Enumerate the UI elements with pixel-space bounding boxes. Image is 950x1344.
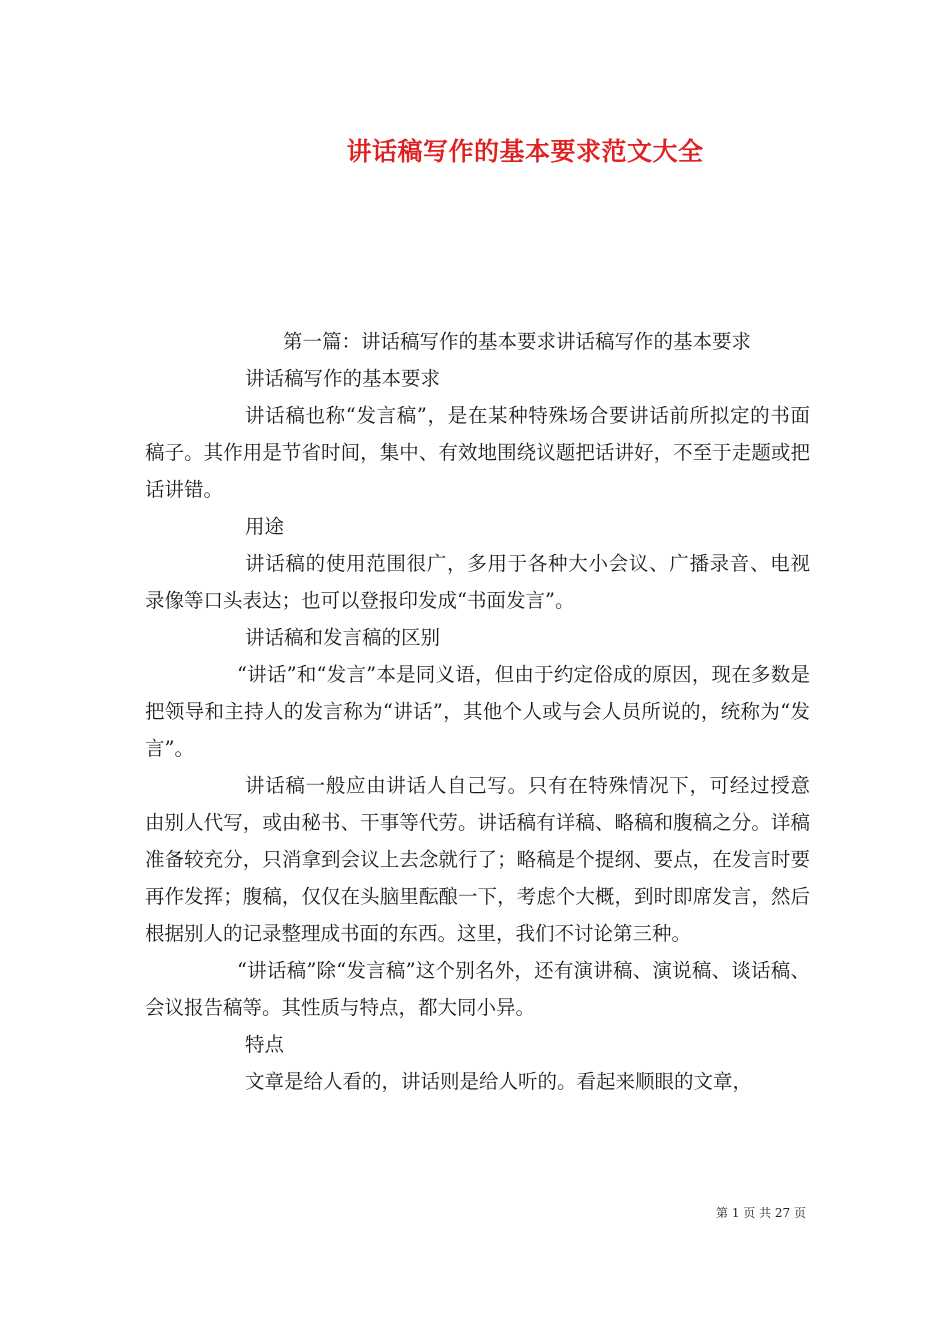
paragraph-definition: 讲话稿也称“发言稿”，是在某种特殊场合要讲话前所拟定的书面稿子。其作用是节省时间，集中、有效地围绕议题把话讲好，不至于走题或把话讲错。 (145, 404, 810, 501)
paragraph-heading-features: 特点 (245, 1033, 285, 1056)
document-title: 讲话稿写作的基本要求范文大全 (346, 137, 704, 166)
paragraph-chapter-heading: 第一篇：讲话稿写作的基本要求讲话稿写作的基本要求 (283, 330, 752, 353)
paragraph-usage: 讲话稿的使用范围很广，多用于各种大小会议、广播录音、电视录像等口头表达；也可以登报印发成“书面发言”。 (145, 552, 810, 612)
paragraph-features: 文章是给人看的，讲话则是给人听的。看起来顺眼的文章， (245, 1070, 753, 1093)
paragraph-section-heading: 讲话稿写作的基本要求 (245, 367, 441, 390)
paragraph-difference: “讲话”和“发言”本是同义语，但由于约定俗成的原因，现在多数是把领导和主持人的发言称为“讲话”，其他个人或与会人员所说的，统称为“发言”。 (145, 663, 810, 760)
paragraph-heading-usage: 用途 (245, 515, 285, 538)
document-body (145, 323, 810, 1100)
paragraph-aliases: “讲话稿”除“发言稿”这个别名外，还有演讲稿、演说稿、谈话稿、会议报告稿等。其性质与特点，都大同小异。 (145, 959, 810, 1019)
paragraph-authorship: 讲话稿一般应由讲话人自己写。只有在特殊情况下，可经过授意由别人代写，或由秘书、干事等代劳。讲话稿有详稿、略稿和腹稿之分。详稿准备较充分，只消拿到会议上去念就行了；略稿是个提纲、要点，在发言时要再作发挥；腹稿，仅仅在头脑里酝酿一下，考虑个大概，到时即席发言，然后根据别人的记录整理成书面的东西。这里，我们不讨论第三种。 (145, 774, 810, 945)
page-number-footer: 第 1 页 共 27 页 (716, 1206, 806, 1220)
paragraph-heading-difference: 讲话稿和发言稿的区别 (245, 626, 441, 649)
